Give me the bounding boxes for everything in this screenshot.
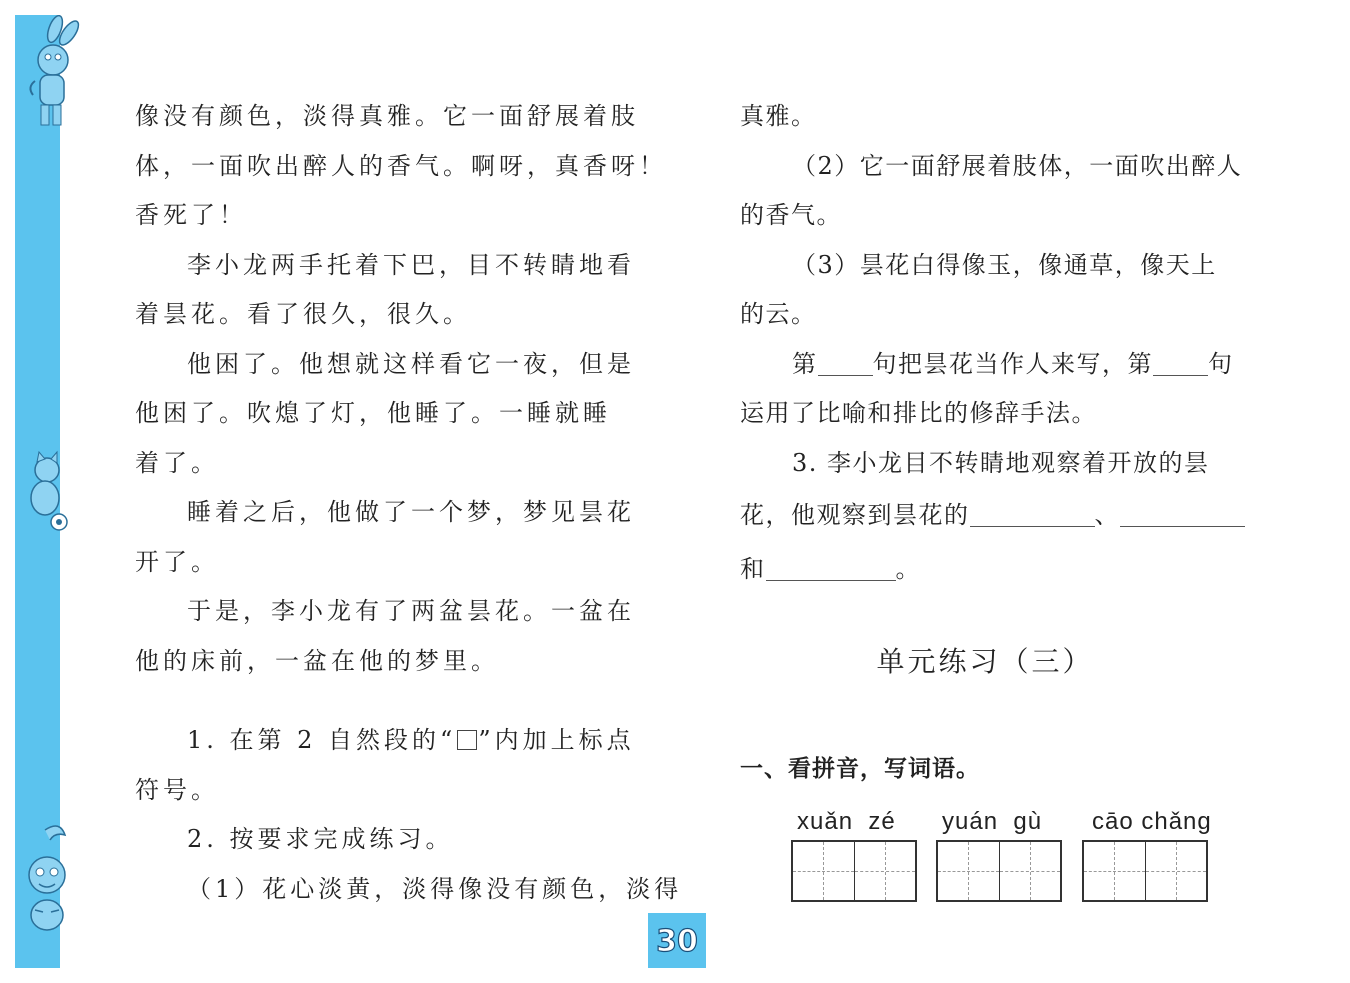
q1-text-b: ”内加上标点: [478, 726, 635, 754]
question-3: 3. 李小龙目不转睛地观察着开放的昙: [792, 448, 1210, 477]
text-line: 的云。: [740, 300, 817, 328]
answer-blank[interactable]: [1153, 345, 1208, 376]
punctuation-box-icon: [457, 730, 477, 750]
pinyin-group: [936, 808, 1062, 902]
unit-title: 单元练习（三）: [876, 645, 1094, 678]
section-heading: 一、看拼音，写词语。: [740, 756, 980, 782]
story-line: 李小龙两手托着下巴，目不转睛地看: [187, 250, 635, 279]
story-line: 他的床前，一盆在他的梦里。: [135, 646, 499, 675]
cat-mascot-icon: [15, 450, 75, 540]
text-line: （2）它一面舒展着肢体，一面吹出醉人: [792, 151, 1243, 180]
pinyin-text: xuǎn zé: [797, 808, 896, 835]
text-line: 的香气。: [740, 201, 842, 229]
left-page: [135, 92, 683, 914]
story-line: 着昙花。看了很久，很久。: [135, 300, 471, 328]
answer-blank[interactable]: [766, 550, 896, 581]
writing-grid[interactable]: [1082, 840, 1208, 902]
answer-blank[interactable]: [818, 345, 873, 376]
pinyin-text: cāo chǎng: [1092, 808, 1212, 835]
answer-blank[interactable]: [1120, 496, 1245, 527]
text-line: （3）昙花白得像玉，像通草，像天上: [792, 250, 1217, 279]
q3-end: 。: [895, 555, 921, 583]
question-3-line-3: [740, 542, 1230, 596]
question-2-item-1: （1）花心淡黄，淡得像没有颜色，淡得: [187, 874, 683, 903]
writing-grid[interactable]: [791, 840, 917, 902]
answer-blank[interactable]: [970, 496, 1095, 527]
story-line: 香死了！: [135, 201, 247, 229]
pinyin-group: [1082, 808, 1212, 902]
text-line: 真雅。: [740, 102, 817, 130]
fill-text: 第: [792, 349, 818, 378]
question-1: [135, 716, 635, 766]
writing-grid[interactable]: [936, 840, 1062, 902]
pinyin-text: yuán gù: [942, 808, 1043, 835]
page-number: 30: [648, 913, 706, 968]
separator: 、: [1094, 501, 1120, 529]
fill-text: 句把昙花当作人来写，第: [872, 349, 1153, 378]
story-line: 着了。: [135, 448, 219, 477]
fill-text: 句: [1208, 349, 1234, 378]
q3-text: 和: [740, 555, 766, 583]
story-line: 他困了。他想就这样看它一夜，但是: [187, 349, 635, 378]
story-line: 开了。: [135, 547, 219, 576]
question-2: 2. 按要求完成练习。: [187, 825, 454, 853]
question-1-cont: 符号。: [135, 775, 219, 804]
fill-in-line: [740, 340, 1234, 390]
story-line: 睡着之后，他做了一个梦，梦见昙花: [187, 498, 635, 526]
story-line: 像没有颜色，淡得真雅。它一面舒展着肢: [135, 102, 639, 130]
question-3-line-2: [740, 488, 1230, 542]
q1-text-a: 1. 在第 2 自然段的“: [187, 726, 457, 754]
tiger-mascot-icon: [15, 820, 80, 935]
pinyin-group: [791, 808, 917, 902]
rabbit-mascot-icon: [15, 15, 85, 135]
story-line: 体，一面吹出醉人的香气。啊呀，真香呀！: [135, 151, 667, 180]
story-line: 于是，李小龙有了两盆昙花。一盆在: [187, 597, 635, 625]
right-page: [740, 92, 1243, 596]
q3-text: 花，他观察到昙花的: [740, 501, 970, 529]
story-line: 他困了。吹熄了灯，他睡了。一睡就睡: [135, 399, 611, 427]
fill-in-line-cont: 运用了比喻和排比的修辞手法。: [740, 399, 1097, 427]
